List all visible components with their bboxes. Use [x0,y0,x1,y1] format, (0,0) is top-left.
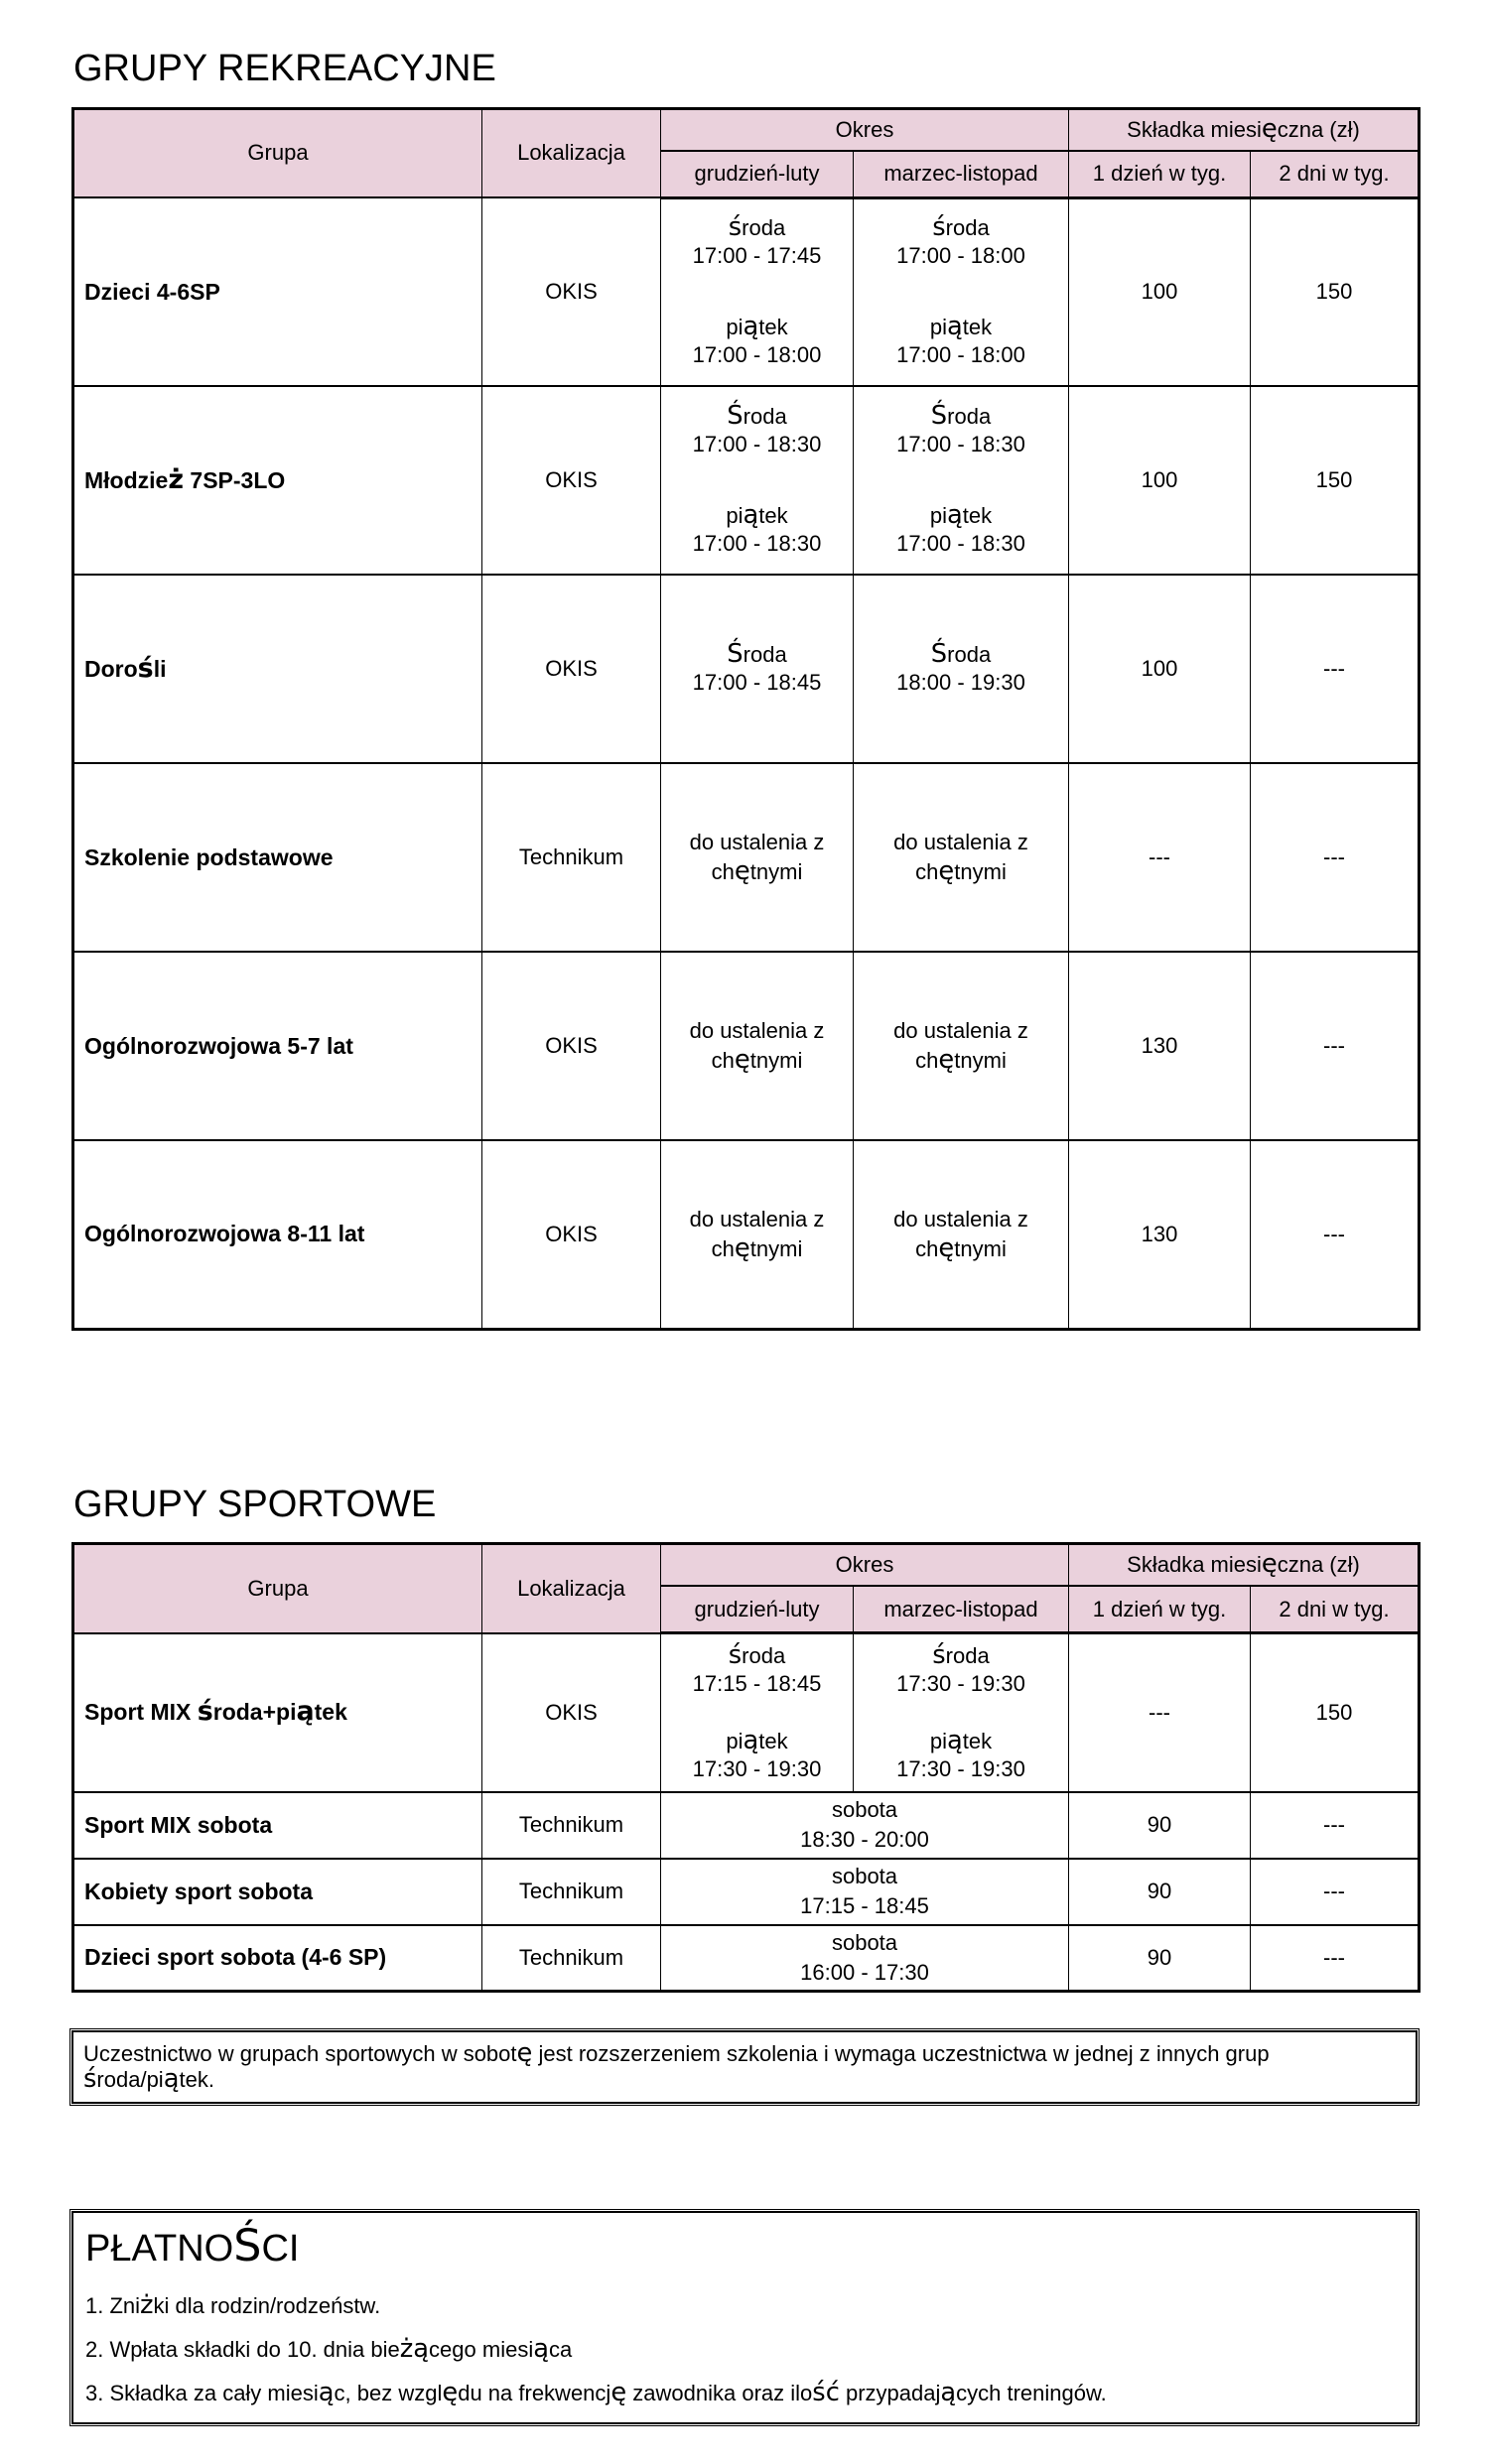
group-name-cell: Ogólnorozwojowa 5-7 lat [73,952,482,1140]
location-cell: Technikum [482,1925,661,1992]
group-name-cell: Szkolenie podstawowe [73,763,482,952]
schedule-cell [854,952,1069,1140]
recreational-table [71,107,1421,1331]
fee-cell: --- [1069,1633,1251,1792]
schedule-day: środa [728,212,786,243]
fee-cell: 150 [1251,197,1420,386]
payments-title: PŁATNOŚCI [85,2221,300,2271]
recreational-section-title: GRUPY REKREACYJNE [73,48,496,89]
fee-cell: --- [1251,1925,1420,1992]
schedule-day: piątek [726,312,788,342]
schedule-cell [854,197,1069,386]
schedule-cell [661,763,854,952]
schedule-cell [661,386,854,575]
location-cell: OKIS [482,1633,661,1792]
col-header-grupa: Grupa [73,1544,482,1633]
table-row [73,763,1420,952]
schedule-day: piątek [726,500,788,530]
fee-cell: --- [1251,763,1420,952]
schedule-day: Środa [930,639,992,669]
col-header-period2: marzec-listopad [854,1586,1069,1633]
table-row [73,1633,1420,1792]
schedule-time: 17:00 - 18:00 [896,243,1025,269]
fee-cell: --- [1069,763,1251,952]
fee-cell: 150 [1251,1633,1420,1792]
table-row [73,197,1420,386]
schedule-day: Środa [930,401,992,431]
col-header-fee1: 1 dzień w tyg. [1069,151,1251,198]
col-header-fee1: 1 dzień w tyg. [1069,1586,1251,1633]
col-header-period1: grudzień-luty [661,151,854,198]
group-name-cell: Dzieci sport sobota (4-6 SP) [73,1925,482,1992]
schedule-note: do ustalenia z chętnymi [689,1018,825,1075]
fee-cell: 130 [1069,952,1251,1140]
schedule-note: do ustalenia z chętnymi [689,830,825,886]
fee-cell: --- [1251,1792,1420,1859]
schedule-note: do ustalenia z chętnymi [893,1018,1028,1075]
fee-cell: 130 [1069,1140,1251,1329]
schedule-cell [661,1925,1069,1992]
location-cell: OKIS [482,386,661,575]
schedule-time: 18:00 - 19:30 [896,670,1025,695]
schedule-cell [854,386,1069,575]
schedule-time: 17:00 - 18:30 [896,432,1025,456]
schedule-note: do ustalenia z chętnymi [893,830,1028,886]
col-header-period1: grudzień-luty [661,1586,854,1633]
table-row [73,1859,1420,1925]
schedule-time: 16:00 - 17:30 [800,1959,929,1985]
schedule-time: 17:15 - 18:45 [692,1670,822,1696]
table-row [73,1792,1420,1859]
payment-item: 2. Wpłata składki do 10. dnia bieżącego miesiąca [85,2334,573,2365]
group-name-cell: Sport MIX środa+piątek [73,1633,482,1792]
schedule-time: 17:15 - 18:45 [800,1893,929,1918]
col-header-skladka: Składka miesięczna (zł) [1069,1544,1420,1587]
schedule-time: 18:30 - 20:00 [800,1827,929,1852]
schedule-time: 17:00 - 18:30 [896,531,1025,556]
fee-cell: 90 [1069,1792,1251,1859]
col-header-okres: Okres [661,108,1069,151]
group-name-cell: Sport MIX sobota [73,1792,482,1859]
schedule-day: piątek [929,500,993,530]
fee-cell: --- [1251,1859,1420,1925]
table-row [73,1925,1420,1992]
schedule-day: środa [932,212,990,243]
schedule-day: piątek [726,1725,788,1755]
fee-cell: 100 [1069,575,1251,763]
schedule-cell [854,763,1069,952]
schedule-note: do ustalenia z chętnymi [893,1206,1028,1263]
fee-cell: 100 [1069,197,1251,386]
fee-cell: --- [1251,1140,1420,1329]
col-header-grupa: Grupa [73,108,482,197]
fee-cell: 100 [1069,386,1251,575]
schedule-cell [661,1633,854,1792]
group-name-cell: Dorośli [73,575,482,763]
schedule-day: sobota [831,1929,898,1955]
location-cell: OKIS [482,197,661,386]
schedule-cell [661,575,854,763]
group-name-cell: Kobiety sport sobota [73,1859,482,1925]
fee-cell: 150 [1251,386,1420,575]
schedule-day: środa [932,1639,990,1670]
col-header-period2: marzec-listopad [854,151,1069,198]
schedule-cell [661,952,854,1140]
col-header-lokalizacja: Lokalizacja [482,108,661,197]
schedule-day: środa [728,1639,786,1670]
schedule-cell [854,1140,1069,1329]
schedule-time: 17:00 - 18:45 [692,670,822,695]
schedule-day: piątek [929,312,993,342]
location-cell: Technikum [482,763,661,952]
schedule-time: 17:30 - 19:30 [896,1670,1025,1696]
schedule-time: 17:00 - 18:00 [896,342,1025,368]
location-cell: Technikum [482,1859,661,1925]
schedule-day: sobota [831,1864,898,1888]
payments-section [71,2211,1418,2424]
schedule-cell [661,1140,854,1329]
schedule-time: 17:30 - 19:30 [896,1755,1025,1781]
schedule-time: 17:00 - 18:30 [692,432,822,456]
location-cell: OKIS [482,1140,661,1329]
schedule-cell [854,575,1069,763]
schedule-cell [661,1792,1069,1859]
schedule-time: 17:30 - 19:30 [692,1755,822,1781]
schedule-day: Środa [727,639,787,669]
schedule-cell [854,1633,1069,1792]
payment-item: 3. Składka za cały miesiąc, bez względu na frekwencję zawodnika oraz ilość przypadających treningów. [85,2378,1107,2408]
schedule-day: piątek [929,1725,993,1755]
schedule-time: 17:00 - 18:00 [692,342,822,368]
schedule-time: 17:00 - 17:45 [692,243,822,269]
schedule-time: 17:00 - 18:30 [692,531,822,556]
location-cell: OKIS [482,575,661,763]
schedule-note: do ustalenia z chętnymi [689,1206,825,1263]
col-header-fee2: 2 dni w tyg. [1251,151,1420,198]
location-cell: Technikum [482,1792,661,1859]
table-row [73,386,1420,575]
schedule-day: Środa [727,401,787,431]
payment-item: 1. Zniżki dla rodzin/rodzeństw. [85,2290,381,2321]
sports-section-title: GRUPY SPORTOWE [73,1483,437,1525]
group-name-cell: Dzieci 4-6SP [73,197,482,386]
schedule-cell [661,1859,1069,1925]
sports-table [71,1542,1421,1993]
fee-cell: 90 [1069,1925,1251,1992]
col-header-lokalizacja: Lokalizacja [482,1544,661,1633]
location-cell: OKIS [482,952,661,1140]
recreational-table-header [73,108,1420,197]
sports-table-header [73,1544,1420,1633]
group-name-cell: Młodzież 7SP-3LO [73,386,482,575]
table-row [73,952,1420,1140]
col-header-skladka: Składka miesięczna (zł) [1069,108,1420,151]
col-header-okres: Okres [661,1544,1069,1587]
group-name-cell: Ogólnorozwojowa 8-11 lat [73,1140,482,1329]
fee-cell: --- [1251,575,1420,763]
table-row [73,1140,1420,1329]
fee-cell: 90 [1069,1859,1251,1925]
fee-cell: --- [1251,952,1420,1140]
table-row [73,575,1420,763]
schedule-day: sobota [831,1797,898,1822]
saturday-participation-note: Uczestnictwo w grupach sportowych w sobotę jest rozszerzeniem szkolenia i wymaga uczestnictwa w jednej z innych grup środa/piątek. [71,2030,1418,2104]
col-header-fee2: 2 dni w tyg. [1251,1586,1420,1633]
schedule-cell [661,197,854,386]
